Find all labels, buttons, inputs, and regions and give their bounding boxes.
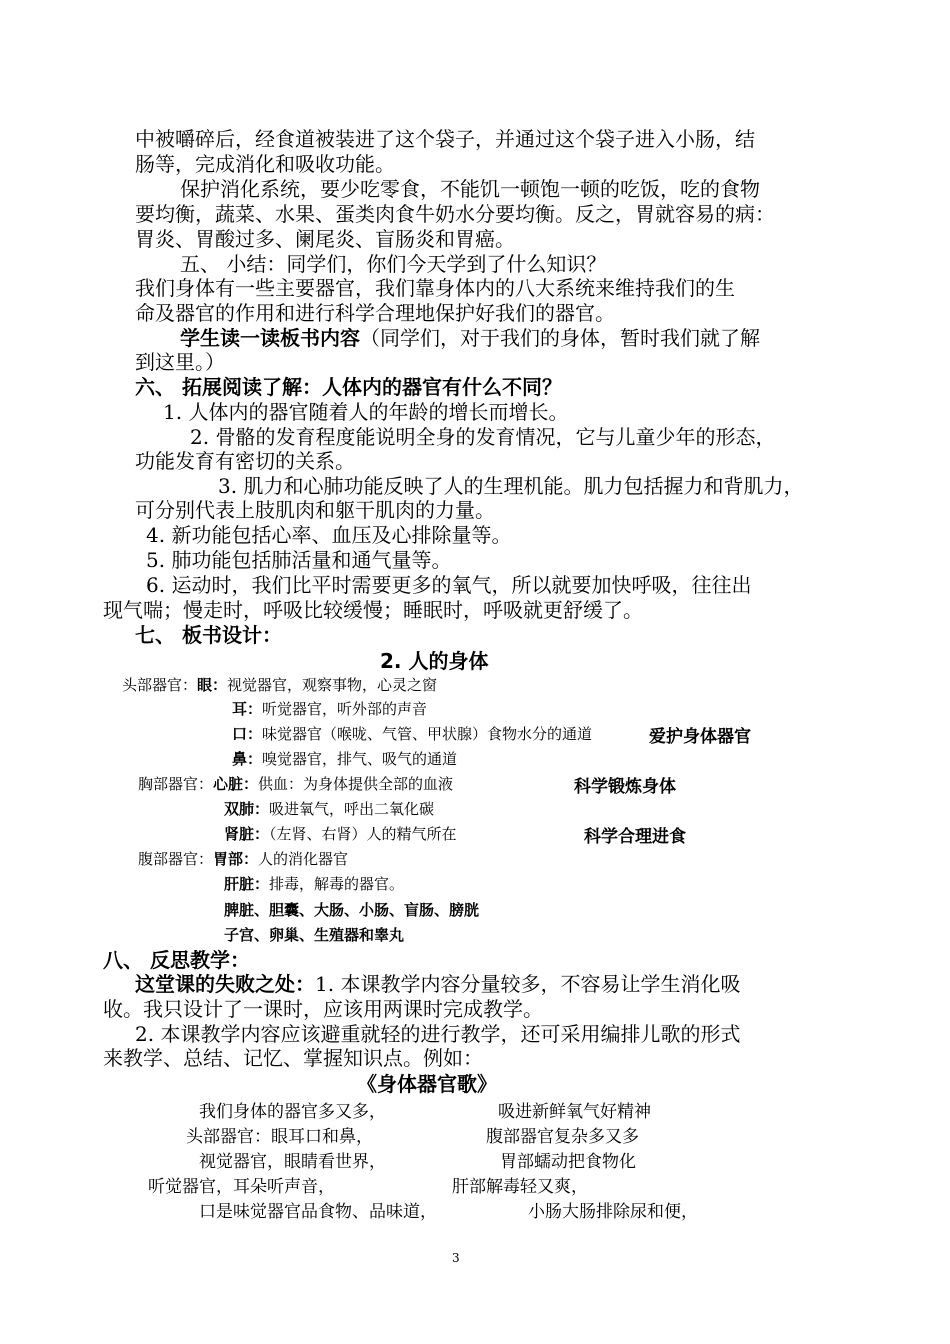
kidney-key: 肾脏： (224, 825, 270, 843)
chest-organs-label: 胸部器官： (138, 775, 214, 793)
body-line: 到这里。） (135, 350, 225, 374)
nose-key: 鼻： (232, 750, 263, 768)
body-line: 现气喘；慢走时，呼吸比较缓慢；睡眠时，呼吸就更舒缓了。 (103, 598, 643, 622)
abdomen-organs-label: 腹部器官： (138, 850, 214, 868)
board-line (232, 724, 592, 744)
reading-item: 1. 人体内的器官随着人的年龄的增长而增长。 (163, 400, 569, 424)
section-board-heading: 七、 板书设计： (135, 623, 282, 647)
ear-desc: 听觉器官，听外部的声音 (262, 700, 428, 718)
song-line-right: 小肠大肠排除尿和便， (528, 1202, 698, 1222)
body-text: （同学们，对于我们的身体，暂时我们就了解 (360, 326, 760, 350)
body-line (180, 326, 760, 350)
slogan-care-organs: 爱护身体器官 (649, 727, 751, 747)
body-line: 功能发育有密切的关系。 (135, 449, 355, 473)
stomach-desc: 人的消化器官 (258, 850, 349, 868)
song-line-right: 胃部蠕动把食物化 (500, 1152, 636, 1172)
board-line (224, 824, 457, 844)
reading-item: 4. 新功能包括心率、血压及心排除量等。 (146, 523, 512, 547)
ear-key: 耳： (232, 700, 263, 718)
song-line-right: 肝部解毒轻又爽， (452, 1177, 588, 1197)
body-line: 保护消化系统，要少吃零食，不能饥一顿饱一顿的吃饭，吃的食物 (180, 177, 760, 201)
slogan-diet: 科学合理进食 (584, 827, 686, 847)
body-line (135, 972, 740, 996)
slogan-exercise: 科学锻炼身体 (574, 777, 676, 797)
board-line (224, 799, 434, 819)
head-organs-label: 头部器官： (122, 676, 198, 694)
board-line (232, 699, 427, 719)
reading-item: 2. 骨骼的发育程度能说明全身的发育情况，它与儿童少年的形态， (190, 425, 776, 449)
bold-phrase: 这堂课的失败之处： (135, 972, 315, 996)
song-line-left: 头部器官：眼耳口和鼻， (186, 1127, 373, 1147)
page-number: 3 (452, 1251, 460, 1265)
organ-list: 子宫、卵巢、生殖器和睾丸 (224, 926, 405, 944)
eye-desc: 视觉器官，观察事物，心灵之窗 (227, 676, 438, 694)
reading-item: 6. 运动时，我们比平时需要更多的氧气，所以就要加快呼吸，往往出 (146, 573, 752, 597)
body-line: 中被嚼碎后，经食道被装进了这个袋子，并通过这个袋子进入小肠，结 (135, 127, 755, 151)
board-line (224, 874, 404, 894)
song-line-right: 吸进新鲜氧气好精神 (498, 1102, 651, 1122)
lung-desc: 吸进氧气，呼出二氧化碳 (269, 800, 435, 818)
liver-desc: 排毒，解毒的器官。 (269, 875, 405, 893)
mouth-key: 口： (232, 725, 263, 743)
section-reading-heading: 六、 拓展阅读了解：人体内的器官有什么不同？ (135, 375, 562, 399)
lung-key: 双肺： (224, 800, 270, 818)
body-line: 我们身体有一些主要器官，我们靠身体内的八大系统来维持我们的生 (135, 276, 735, 300)
body-line: 要均衡，蔬菜、水果、蛋类肉食牛奶水分要均衡。反之，胃就容易的病： (135, 202, 775, 226)
heart-desc: 供血：为身体提供全部的血液 (258, 775, 454, 793)
kidney-desc: （左肾、右肾）人的精气所在 (269, 825, 457, 843)
song-title: 《身体器官歌》 (357, 1072, 497, 1096)
section-reflection-heading: 八、 反思教学： (103, 948, 250, 972)
body-line: 2. 本课教学内容应该避重就轻的进行教学，还可采用编排儿歌的形式 (135, 1022, 741, 1046)
liver-key: 肝脏： (224, 875, 270, 893)
reading-item: 5. 肺功能包括肺活量和通气量等。 (146, 548, 452, 572)
board-title: 2. 人的身体 (380, 649, 489, 673)
board-line (138, 849, 348, 869)
mouth-desc: 味觉器官（喉咙、气管、甲状腺）食物水分的通道 (262, 725, 593, 743)
heart-key: 心脏： (213, 775, 259, 793)
section-summary-heading: 五、 小结：同学们，你们今天学到了什么知识？ (180, 252, 607, 276)
reading-item: 3. 肌力和心肺功能反映了人的生理机能。肌力包括握力和背肌力， (218, 474, 804, 498)
body-line: 命及器官的作用和进行科学合理地保护好我们的器官。 (135, 301, 615, 325)
song-line-left: 我们身体的器官多又多， (199, 1102, 386, 1122)
song-line-left: 口是味觉器官品食物、品味道， (199, 1202, 437, 1222)
bold-phrase: 学生读一读板书内容 (180, 326, 360, 350)
eye-key: 眼： (197, 676, 228, 694)
stomach-key: 胃部： (213, 850, 259, 868)
nose-desc: 嗅觉器官，排气、吸气的通道 (262, 750, 458, 768)
body-line: 肠等，完成消化和吸收功能。 (135, 152, 395, 176)
organ-list: 脾脏、胆囊、大肠、小肠、盲肠、膀胱 (224, 901, 480, 919)
body-line: 收。我只设计了一课时，应该用两课时完成教学。 (103, 997, 543, 1021)
body-line: 胃炎、胃酸过多、阑尾炎、盲肠炎和胃癌。 (135, 227, 515, 251)
body-line: 来教学、总结、记忆、掌握知识点。例如： (103, 1046, 483, 1070)
board-line (232, 749, 457, 769)
song-line-left: 听觉器官，耳朵听声音， (148, 1177, 335, 1197)
song-line-right: 腹部器官复杂多又多 (486, 1127, 639, 1147)
song-line-left: 视觉器官，眼睛看世界， (199, 1152, 386, 1172)
body-text: 1. 本课教学内容分量较多，不容易让学生消化吸 (315, 972, 741, 996)
board-line (122, 675, 437, 695)
board-line (138, 774, 453, 794)
body-line: 可分别代表上肢肌肉和躯干肌肉的力量。 (135, 498, 495, 522)
